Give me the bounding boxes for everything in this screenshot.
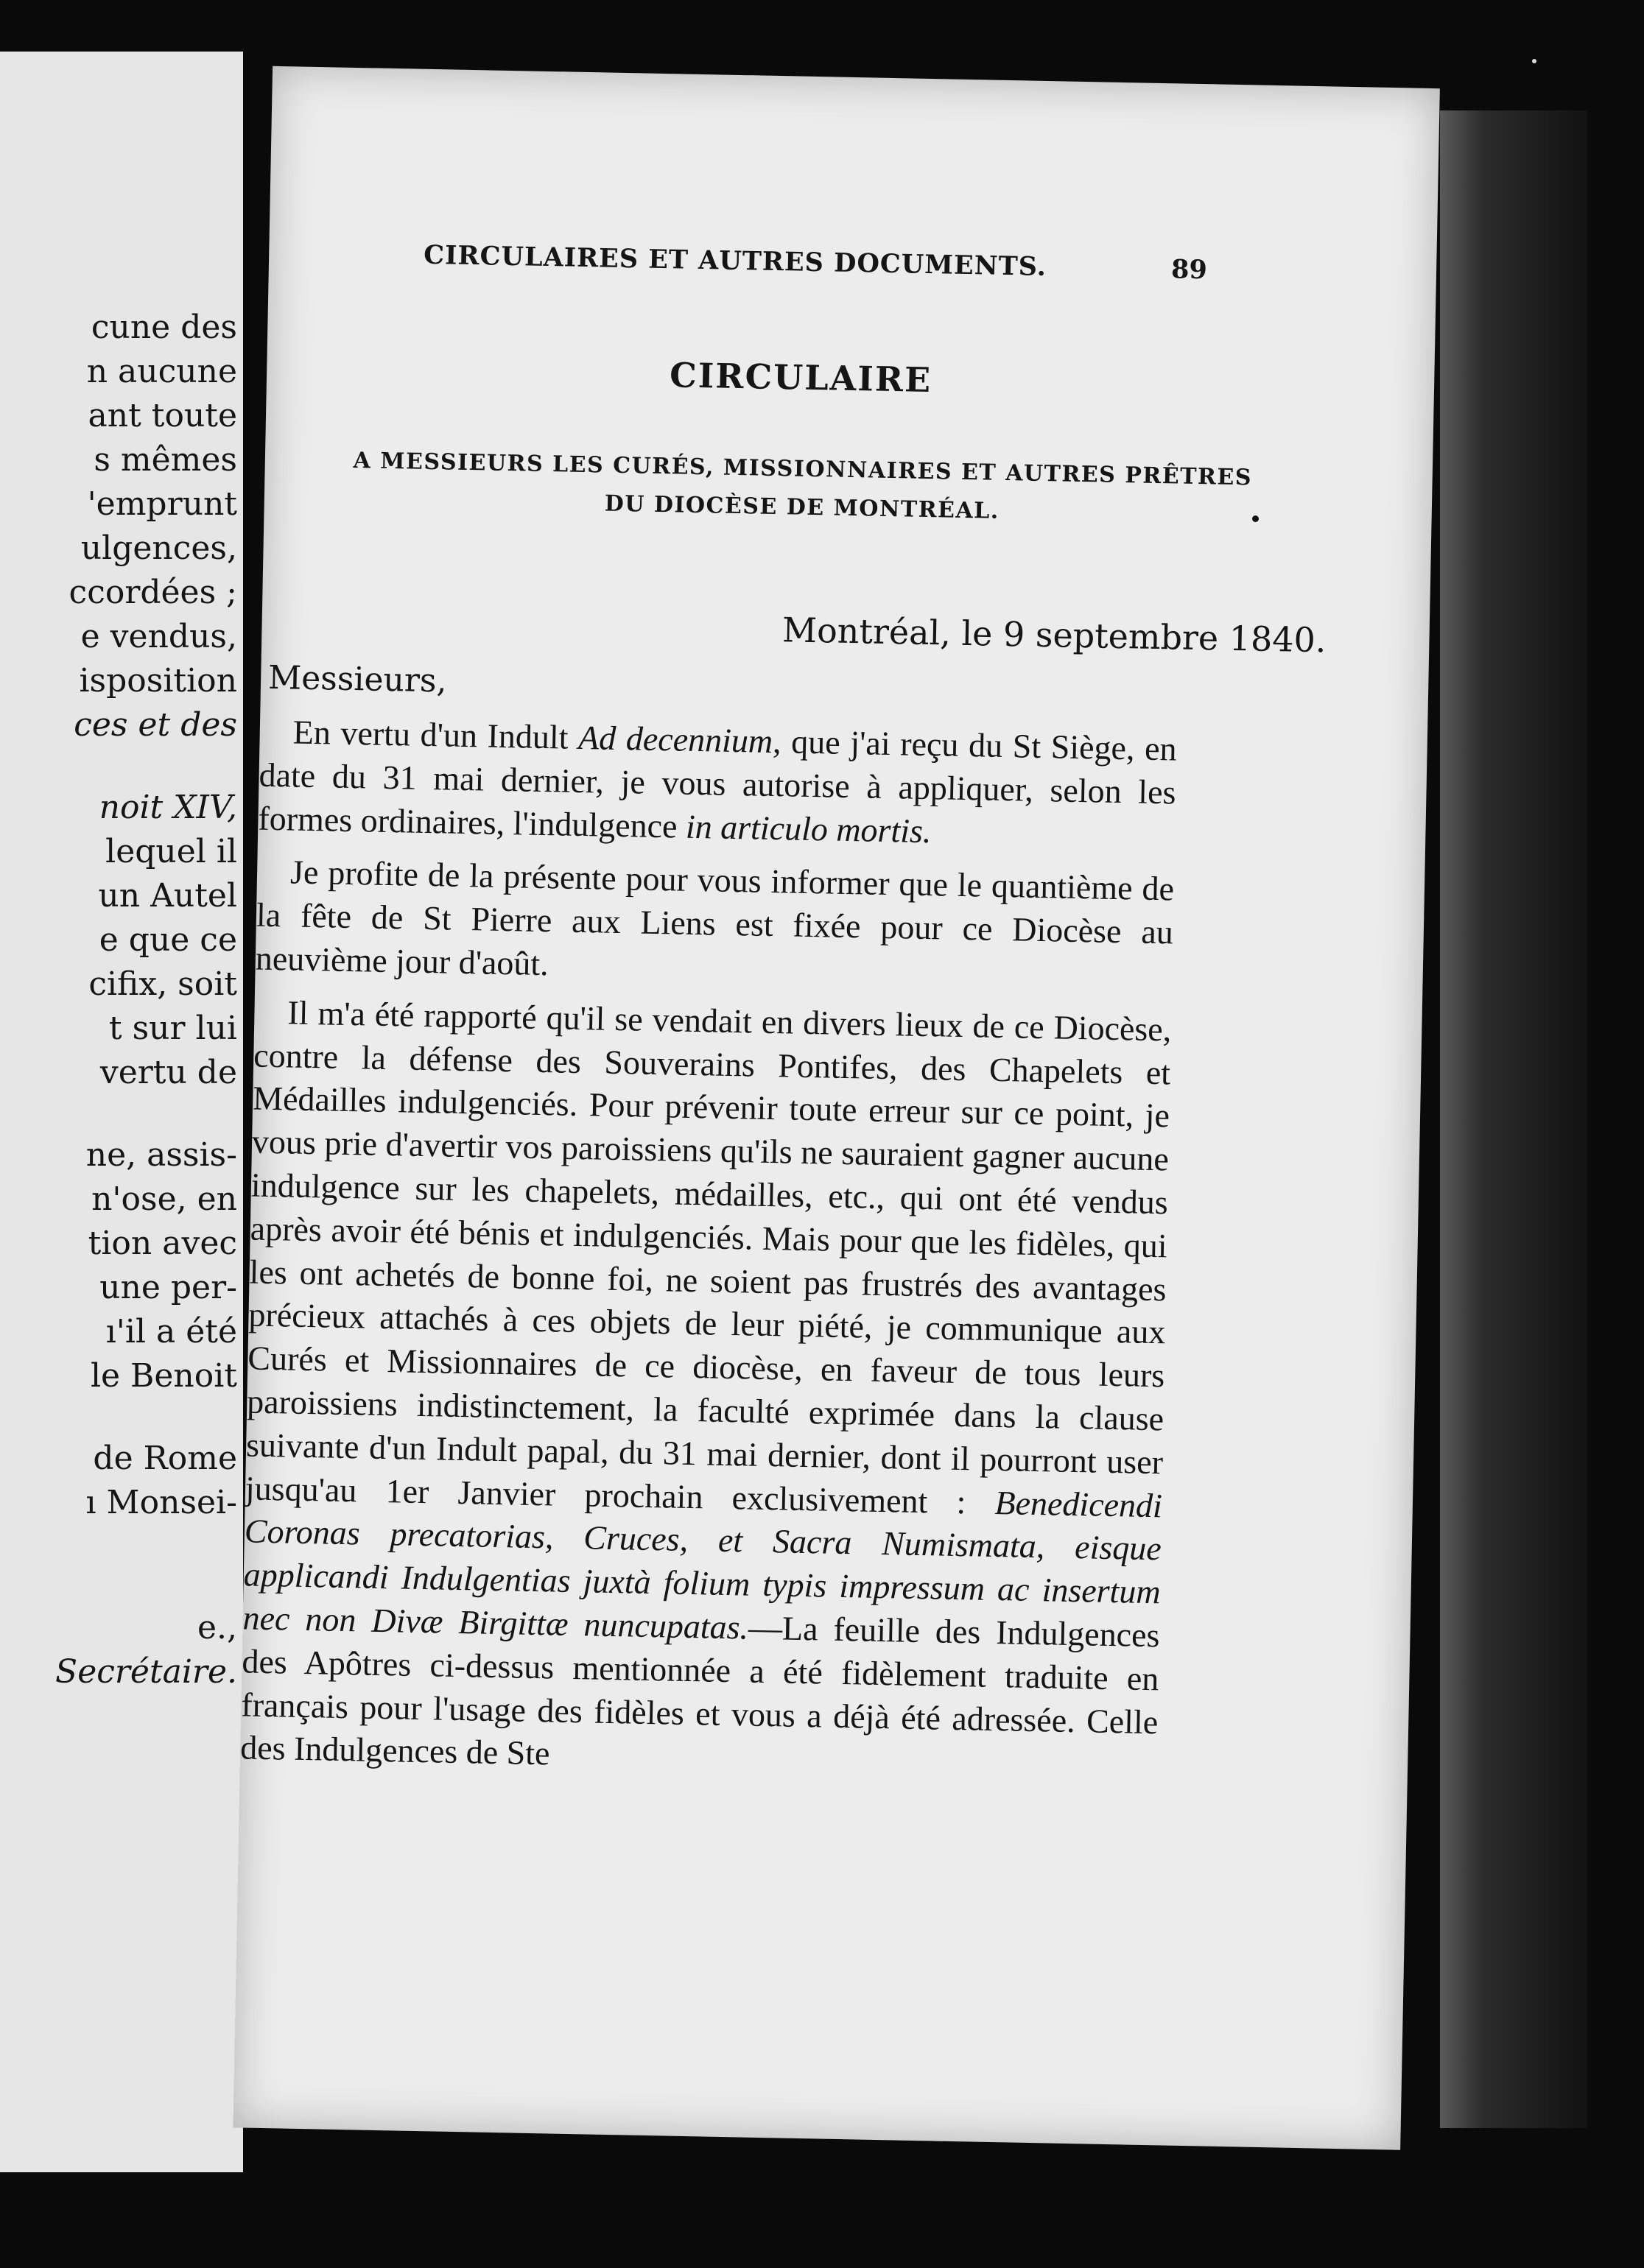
left-line: 'emprunt xyxy=(87,485,237,523)
left-line: e que ce xyxy=(99,921,237,959)
left-line: un Autel xyxy=(98,877,237,915)
paragraph xyxy=(258,711,1177,858)
text-run: Il m'a été rapporté qu'il se vendait en divers lieux de ce Diocèse, contre la défense des Souverains Pontifes, des Chapelets et Médailles indulgenciés. Pour prévenir toute erreur sur ce point, je vous prie d'avertir vos paroissiens qu'ils ne sauraient gagner aucune indulgence sur les chapelets, médailles, etc., qui ont été vendus après avoir été bénis et indulgenciés. Mais pour que les fidèles, qui les ont achetés de bonne foi, ne soient pas frustrés des avantages précieux attachés à ces objets de leur piété, je communique aux Curés et Missionnaires de ce diocèse, en faveur de tous leurs paroissiens indistinctement, la faculté exprimée dans la clause suivante d'un Indult papal, du 31 mai dernier, dont il pourront user jusqu'au 1er Janvier prochain exclusivement : xyxy=(245,993,1172,1521)
page-number: 89 xyxy=(1170,254,1208,286)
left-line: e., xyxy=(197,1609,237,1647)
left-line: e vendus, xyxy=(80,618,237,655)
salutation: Messieurs, xyxy=(267,658,447,700)
main-page xyxy=(233,66,1439,2150)
left-line: de Rome xyxy=(93,1440,237,1477)
left-line: ulgences, xyxy=(80,529,237,567)
subtitle-line: DU DIOCÈSE DE MONTRÉAL. xyxy=(604,490,1000,524)
left-line: s mêmes xyxy=(94,441,237,479)
left-line: n aucune xyxy=(86,353,237,390)
document-title: CIRCULAIRE xyxy=(669,355,932,401)
letter-body xyxy=(239,711,1177,1798)
paragraph: Je profite de la présente pour vous informer que le quantième de la fête de St Pierre aux Liens est fixée pour ce Diocèse au neuvième jour d'août. xyxy=(255,853,1175,983)
left-line: lequel il xyxy=(105,833,237,870)
latin-phrase: Ad decennium xyxy=(577,718,773,760)
left-line: ccordées ; xyxy=(68,574,237,611)
left-line: ne, assis- xyxy=(85,1136,237,1174)
left-line: vertu de xyxy=(99,1054,237,1091)
text-run: —La feuille des Indulgences des Apôtres ci-dessus mentionnée a été fidèlement traduite en français pour l'usage des fidèles et vous a déjà été adressée. Celle des Indulgences de Ste xyxy=(239,1608,1160,1772)
left-line: le Benoit xyxy=(90,1357,237,1395)
text-run: En vertu d'un Indult xyxy=(292,713,579,756)
left-page-text xyxy=(0,306,237,1694)
scan-speck xyxy=(1532,59,1536,63)
left-facing-page xyxy=(0,52,243,2172)
scan-speck xyxy=(1252,515,1259,522)
latin-phrase: in articulo mortis. xyxy=(685,807,932,850)
left-line: ı'il a été xyxy=(105,1313,237,1350)
left-line: tion avec xyxy=(88,1225,237,1262)
left-line: ı Monsei- xyxy=(85,1484,237,1521)
left-line: ant toute xyxy=(88,397,237,434)
latin-clause: Benedicendi Coronas precatorias, Cruces, et Sacra Numismata, eisque applicandi Indulgentias juxtà folium typis impressum ac insertum nec non Divæ Birgittæ nuncupatas. xyxy=(242,1483,1163,1647)
left-line: n'ose, en xyxy=(91,1180,237,1218)
text-run: , que j'ai reçu du St Siège, en date du 31 mai dernier, je vous autorise à appliquer, selon les formes ordinaires, l'indulgence xyxy=(258,722,1178,845)
left-line: t sur lui xyxy=(108,1010,237,1047)
paragraph xyxy=(240,990,1172,1787)
left-line: une per- xyxy=(99,1269,237,1306)
left-line: Secrétaire. xyxy=(55,1653,237,1691)
subtitle-line: A MESSIEURS LES CURÉS, MISSIONNAIRES ET AUTRES PRÊTRES xyxy=(353,447,1253,491)
running-head: CIRCULAIRES ET AUTRES DOCUMENTS. xyxy=(423,239,1047,283)
left-line: cifix, soit xyxy=(88,965,237,1003)
left-line: isposition xyxy=(79,662,237,700)
left-line: ces et des xyxy=(74,706,237,744)
left-line: cune des xyxy=(91,309,237,346)
book-spine-shadow xyxy=(1440,110,1587,2128)
document-subtitle xyxy=(278,440,1326,537)
dateline: Montréal, le 9 septembre 1840. xyxy=(781,610,1327,661)
left-line: noit XIV, xyxy=(99,789,237,826)
